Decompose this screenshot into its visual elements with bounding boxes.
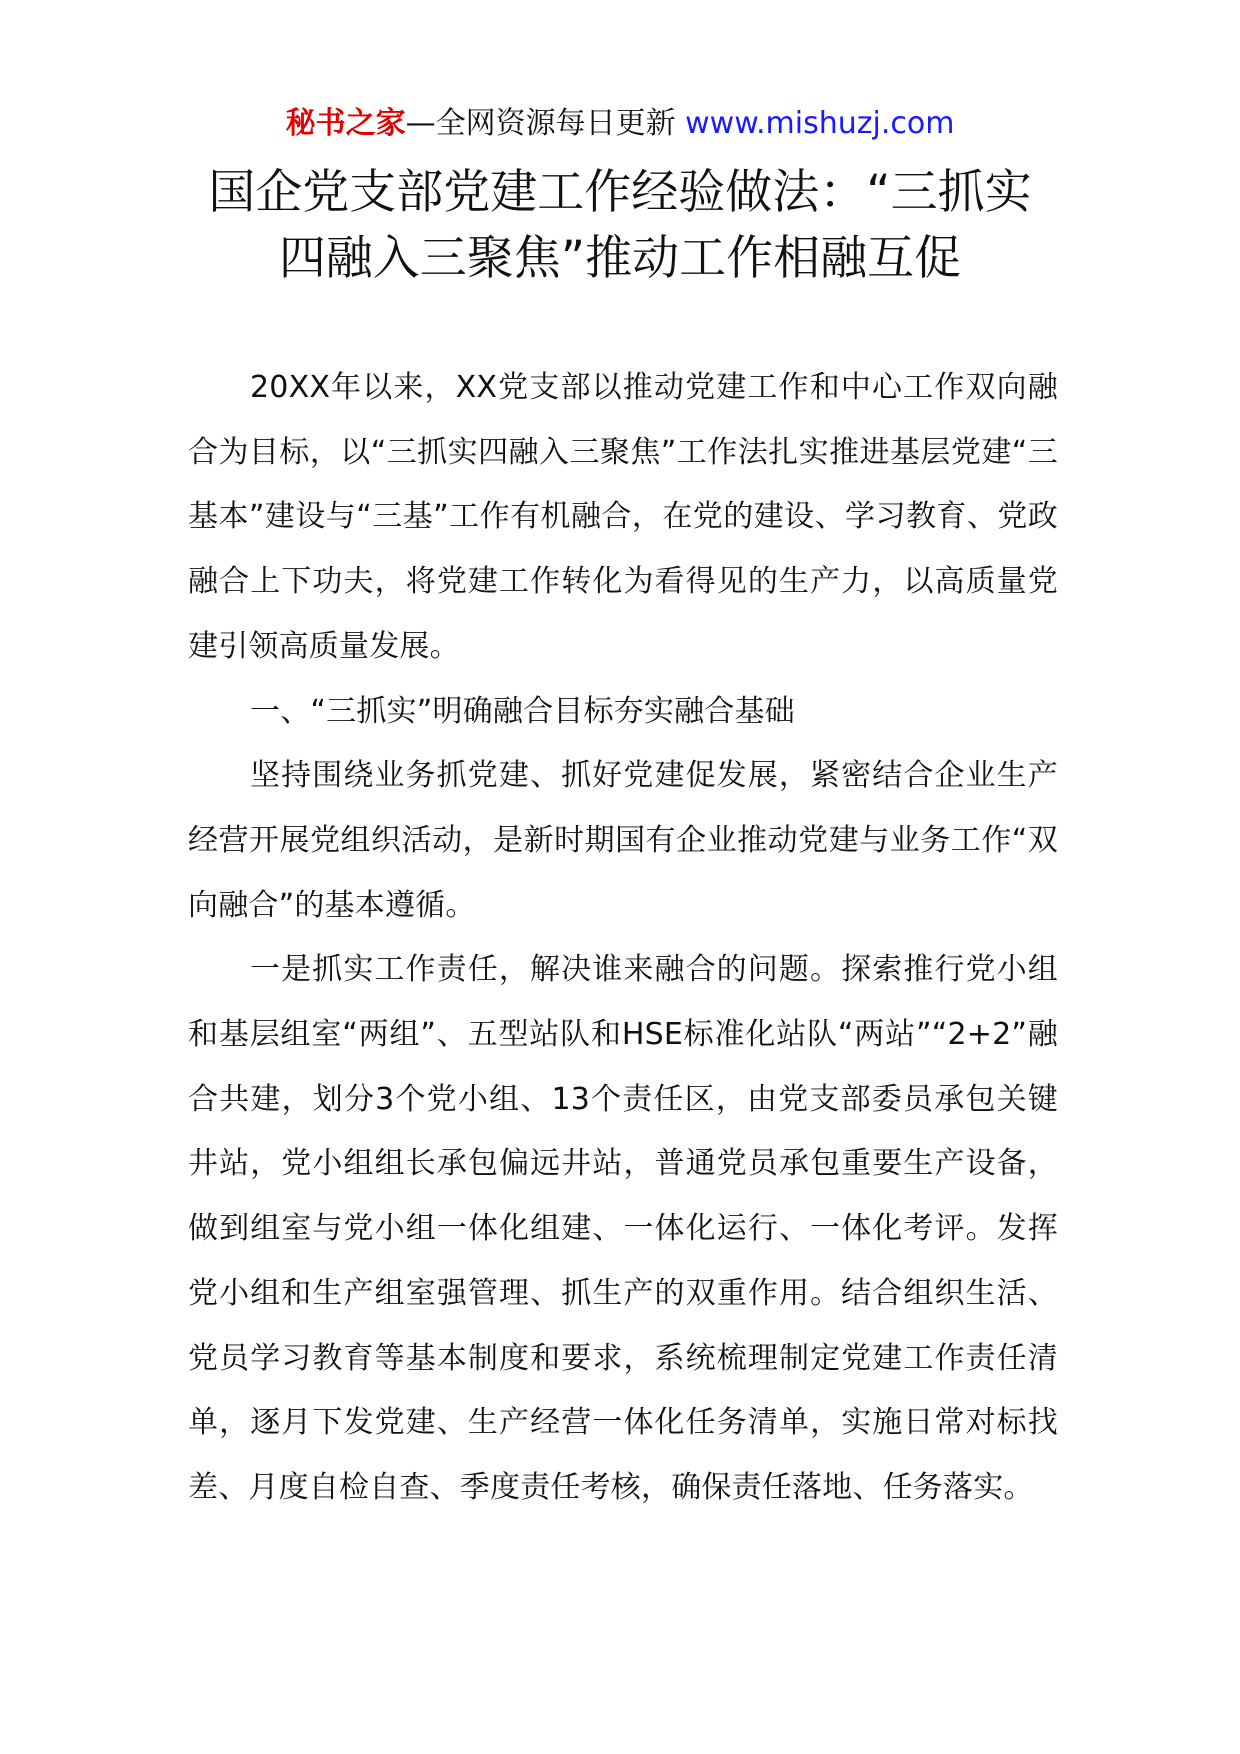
body-paragraph: 一是抓实工作责任，解决谁来融合的问题。探索推行党小组和基层组室“两组”、五型站队和HSE标准化站队“两站”“2+2”融合共建，划分3个党小组、13个责任区，由党支部委员承包关键井站，党小组组长承包偏远井站，普通党员承包重要生产设备，做到组室与党小组一体化组建、一体化运行、一体化考评。发挥党小组和生产组室强管理、抓生产的双重作用。结合组织生活、党员学习教育等基本制度和要求，系统梳理制定党建工作责任清单，逐月下发党建、生产经营一体化任务清单，实施日常对标找差、月度自检自查、季度责任考核，确保责任落地、任务落实。 <box>188 952 1058 1505</box>
title-line-1: 国企党支部党建工作经验做法：“三抓实 <box>208 165 1032 220</box>
intro-paragraph: 20XX年以来，XX党支部以推动党建工作和中心工作双向融合为目标，以“三抓实四融入三聚焦”工作法扎实推进基层党建“三基本”建设与“三基”工作有机融合，在党的建设、学习教育、党政融合上下功夫，将党建工作转化为看得见的生产力，以高质量党建引领高质量发展。 <box>188 370 1058 664</box>
document-title <box>150 160 1090 292</box>
section-heading: 一、“三抓实”明确融合目标夯实融合基础 <box>250 693 795 729</box>
brand-name: 秘书之家 <box>285 106 406 141</box>
document-body <box>188 356 1058 1521</box>
site-header <box>0 102 1240 146</box>
site-url-link[interactable]: www.mishuzj.com <box>685 106 955 141</box>
header-tagline: —全网资源每日更新 <box>405 106 686 141</box>
title-line-2: 四融入三聚焦”推动工作相融互促 <box>278 231 962 286</box>
body-paragraph: 坚持围绕业务抓党建、抓好党建促发展，紧密结合企业生产经营开展党组织活动，是新时期国有企业推动党建与业务工作“双向融合”的基本遵循。 <box>188 758 1058 923</box>
